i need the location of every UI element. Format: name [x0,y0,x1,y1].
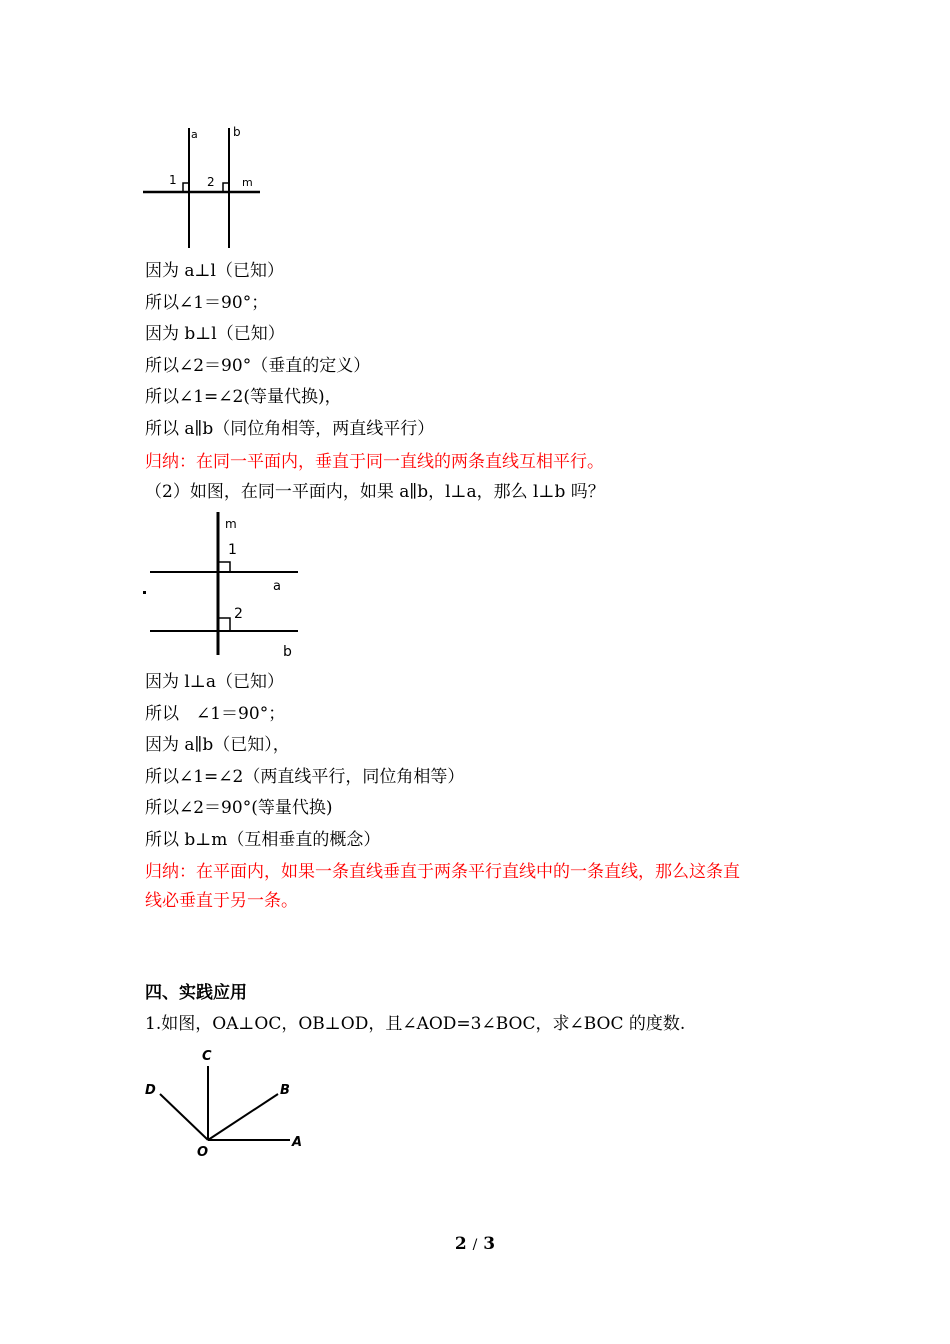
dot-mark [143,591,146,594]
label-C: C [202,1049,212,1064]
figure-angles [140,1042,310,1162]
label-a: a [273,579,281,594]
page-current: 2 [454,1234,467,1254]
section-title: 四、实践应用 [145,983,247,1003]
proof2-line-1: 因为 l⊥a（已知） [145,672,284,692]
label-O: O [197,1145,209,1160]
proof1-line-4: 所以∠2＝90°（垂直的定义） [145,356,371,376]
right-angle-mark-2 [218,618,230,631]
figure-parallel-lines-2 [140,510,310,660]
label-b: b [283,644,292,660]
proof2-line-2: 所以 ∠1＝90°； [145,704,286,724]
label-B: B [280,1083,290,1098]
proof1-line-1: 因为 a⊥l（已知） [145,261,284,281]
page-number [0,1234,950,1254]
label-1: 1 [169,173,177,187]
page-total: 3 [483,1234,496,1254]
label-2: 2 [207,175,215,189]
summary2-line-2: 线必垂直于另一条。 [145,891,298,911]
question2: （2）如图，在同一平面内，如果 a∥b，l⊥a，那么 l⊥b 吗？ [145,482,605,502]
summary2-line-1: 归纳：在平面内，如果一条直线垂直于两条平行直线中的一条直线，那么这条直 [145,862,740,882]
summary1: 归纳：在同一平面内，垂直于同一直线的两条直线互相平行。 [145,452,604,472]
proof1-line-5: 所以∠1=∠2(等量代换)， [145,387,342,407]
label-A: A [292,1135,303,1150]
label-b: b [233,125,241,139]
ray-OD [160,1094,208,1140]
proof1-line-2: 所以∠1＝90°； [145,293,269,313]
proof2-line-6: 所以 b⊥m（互相垂直的概念） [145,830,381,850]
label-a: a [191,128,198,141]
exercise-1: 1.如图，OA⊥OC，OB⊥OD，且∠AOD=3∠BOC，求∠BOC 的度数. [145,1014,686,1034]
page-separator: / [472,1237,478,1253]
label-2: 2 [234,606,243,622]
label-1: 1 [228,542,237,558]
proof1-line-6: 所以 a∥b（同位角相等，两直线平行） [145,419,435,439]
label-m: m [225,517,237,531]
proof1-line-3: 因为 b⊥l（已知） [145,324,285,344]
label-D: D [145,1083,156,1098]
proof2-line-5: 所以∠2＝90°(等量代换) [145,798,333,818]
right-angle-mark-1 [218,562,230,572]
label-m: m [242,176,253,189]
proof2-line-3: 因为 a∥b（已知）， [145,735,290,755]
proof2-line-4: 所以∠1=∠2（两直线平行，同位角相等） [145,767,465,787]
figure-parallel-lines-1 [140,120,260,250]
ray-OB [208,1094,278,1140]
